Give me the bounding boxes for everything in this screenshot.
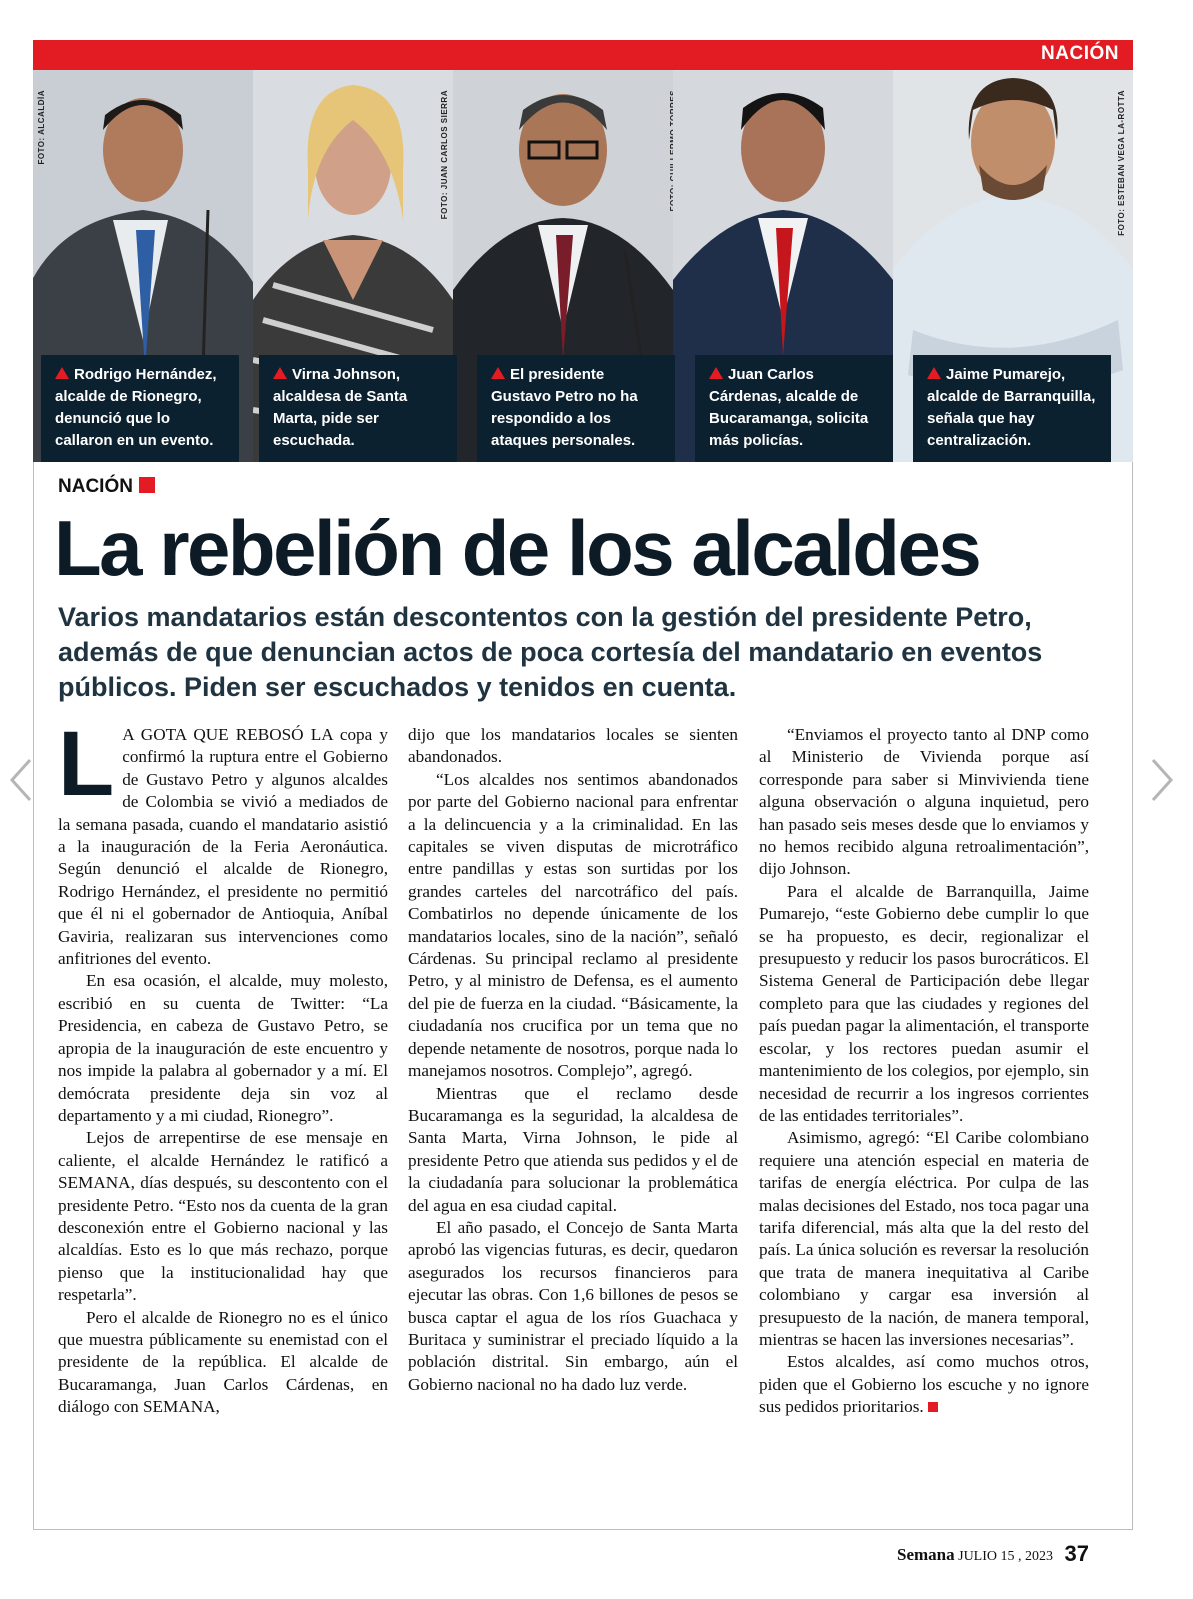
section-bar: [33, 40, 1133, 70]
kicker-label: NACIÓN: [58, 476, 133, 497]
paragraph: dijo que los mandatarios locales se sienten abandonados.: [408, 725, 738, 767]
photo-caption: [913, 355, 1111, 462]
paragraph: “Enviamos el proyecto tanto al DNP como al Ministerio de Vivienda porque así corresponde para saber si Minvivienda tiene alguna observación o alguna inquietud, pero han pasado seis meses desde que lo enviamos y no hemos recibido alguna retroalimentación”, dijo Johnson.: [759, 725, 1089, 879]
triangle-icon: [55, 367, 69, 379]
paragraph: Pero el alcalde de Rionegro no es el único que muestra públicamente su enemistad con el presidente de la república. El alcalde de Bucaramanga, Juan Carlos Cárdenas, en diálogo con SEMANA,: [58, 1307, 388, 1417]
caption-text: Rodrigo Hernández, alcalde de Rionegro, denunció que lo callaron en un evento.: [55, 366, 217, 449]
photo-band: [33, 70, 1133, 462]
photo-caption: [41, 355, 239, 462]
article-kicker: [58, 476, 155, 498]
section-label: NACIÓN: [1041, 43, 1119, 64]
triangle-icon: [927, 367, 941, 379]
column-2: [408, 724, 738, 1396]
photo-caption: [477, 355, 675, 462]
kicker-square-icon: [139, 477, 155, 493]
article-body: [58, 713, 1093, 1488]
chevron-right-icon[interactable]: [1147, 757, 1177, 803]
paragraph: Mientras que el reclamo desde Bucaramanga es la seguridad, la alcaldesa de Santa Marta, Virna Johnson, le pide al presidente Petro que atienda sus pedidos y el de la ciudadanía para solucionar la problemática del agua en esa ciudad capital.: [408, 1083, 738, 1215]
dropcap: L: [58, 713, 115, 815]
photo-credit: FOTO: ALCALDÍA: [37, 90, 46, 165]
footer-date: JULIO 15 , 2023: [958, 1549, 1054, 1564]
caption-text: Jaime Pumarejo, alcalde de Barranquilla, señala que hay centralización.: [927, 366, 1096, 449]
paragraph: Lejos de arrepentirse de ese mensaje en caliente, el alcalde Hernández le ratificó a SEMANA, días después, su descontento con el presidente Petro. “Esto nos da cuenta de la gran desconexión entre el Gobierno nacional y las alcaldías. Esto es lo que más rechazo, porque pienso que la institucionalidad hay que respetarla”.: [58, 1128, 388, 1305]
photo-credit: FOTO: JUAN CARLOS SIERRA: [440, 90, 449, 220]
triangle-icon: [709, 367, 723, 379]
caption-text: Virna Johnson, alcaldesa de Santa Marta, pide ser escuchada.: [273, 366, 408, 449]
caption-text: El presidente Gustavo Petro no ha respondido a los ataques personales.: [491, 366, 638, 449]
triangle-icon: [491, 367, 505, 379]
paragraph: El año pasado, el Concejo de Santa Marta aprobó las vigencias futuras, es decir, quedaron asegurados los recursos financieros para ejecutar las obras. Con 1,6 billones de pesos se busca captar el agua de los ríos Guachaca y Buritaca y suministrar el preciado líquido a la población distrital. Sin embargo, aún el Gobierno nacional no ha dado luz verde.: [408, 1217, 738, 1394]
column-3: [759, 724, 1089, 1419]
photo-caption: [695, 355, 893, 462]
article-headline: La rebelión de los alcaldes: [54, 504, 980, 592]
paragraph: Para el alcalde de Barranquilla, Jaime Pumarejo, “este Gobierno debe cumplir lo que se ha propuesto, es decir, regionalizar el presupuesto y reducir los pasos burocráticos. El Sistema General de Participación debe llegar completo para que las ciudades y regiones del país puedan pagar la alimentación, el transporte escolar, y los rectores puedan asumir el mantenimiento de los colegios, por ejemplo, sin necesidad de recurrir a los ingresos corrientes de las entidades territoriales”.: [759, 881, 1089, 1125]
photo-caption: [259, 355, 457, 462]
paragraph: Estos alcaldes, así como muchos otros, piden que el Gobierno los escuche y no ignore sus pedidos prioritarios.: [759, 1352, 1089, 1417]
paragraph: L A GOTA QUE REBOSÓ LA copa y confirmó la ruptura entre el Gobierno de Gustavo Petro y algunos alcaldes de Colombia se vivió a mediados de la semana pasada, cuando el mandatario asistió a la inauguración de la Feria Aeronáutica. Según denunció el alcalde de Rionegro, Rodrigo Hernández, el presidente no permitió que él ni el gobernador de Antioquia, Aníbal Gaviria, realizaran sus intervenciones como anfitriones del evento.: [58, 713, 388, 969]
end-mark-icon: [928, 1402, 938, 1412]
chevron-left-icon[interactable]: [6, 757, 36, 803]
column-1: [58, 713, 388, 1419]
page-number: 37: [1064, 1541, 1089, 1566]
page-footer: [897, 1541, 1089, 1567]
paragraph: “Los alcaldes nos sentimos abandonados por parte del Gobierno nacional para enfrentar a la delincuencia y a la criminalidad. En las capitales se viven disputas de microtráfico entre pandillas y estas son surtidas por los grandes carteles del narcotráfico del país. Combatirlos no depende únicamente de los mandatarios locales, sino de la nación”, señaló Cárdenas. Su principal reclamo al presidente Petro, y al ministro de Defensa, es el aumento del pie de fuerza en la ciudad. “Básicamente, la ciudadanía nos crucifica por un tema que no depende netamente de nosotros, porque nada lo manejamos nosotros. Complejo”, agregó.: [408, 769, 738, 1081]
article-deck: Varios mandatarios están descontentos con la gestión del presidente Petro, además de que denuncian actos de poca cortesía del mandatario en eventos públicos. Piden ser escuchados y tenidos en cuenta.: [58, 602, 1043, 702]
footer-brand: Semana: [897, 1545, 955, 1564]
paragraph: En esa ocasión, el alcalde, muy molesto, escribió en su cuenta de Twitter: “La Presidencia, en cabeza de Gustavo Petro, se apropia de la inauguración de este encuentro y nos impide la palabra al gobernador y a mí. El demócrata presidente deja sin voz al departamento y a mi ciudad, Rionegro”.: [58, 971, 388, 1125]
triangle-icon: [273, 367, 287, 379]
paragraph: Asimismo, agregó: “El Caribe colombiano requiere una atención especial en materia de tarifas de energía eléctrica. Por culpa de las malas decisiones del Estado, nos toca pagar una tarifa diferencial, más alta que la del resto del país. La única solución es reversar la resolución que trata de manera inequitativa al Caribe colombiano y cargar esa inversión al presupuesto de la nación, de manera temporal, mientras se hacen las inversiones necesarias”.: [759, 1128, 1089, 1349]
photo-credit: FOTO: ESTEBAN VEGA LA-ROTTA: [1117, 90, 1126, 236]
caption-text: Juan Carlos Cárdenas, alcalde de Bucaramanga, solicita más policías.: [709, 366, 869, 449]
